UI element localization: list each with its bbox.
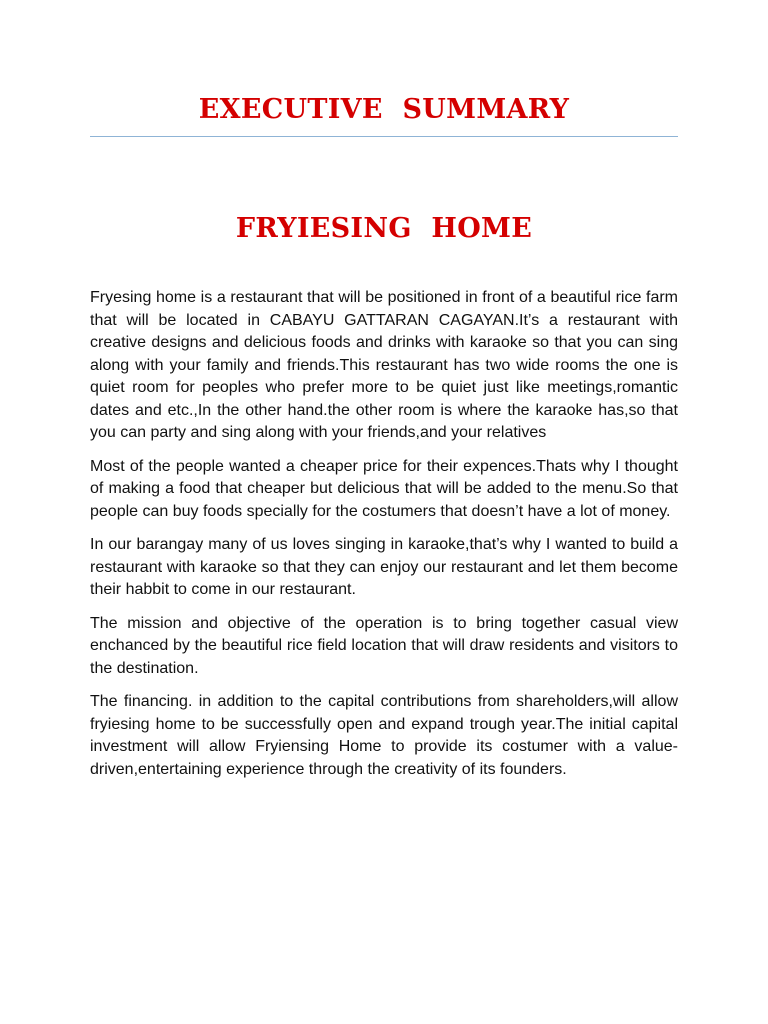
- document-title: EXECUTIVE SUMMARY: [198, 94, 570, 125]
- paragraph-mission: The mission and objective of the operation is to bring together casual view enchanced by the beautiful rice field location that will draw residents and visitors to the destination.: [90, 614, 678, 677]
- title-divider: [90, 136, 678, 137]
- document-subtitle: FRYIESING HOME: [235, 213, 533, 244]
- paragraph-financing: The financing. in addition to the capital contributions from shareholders,will allow fryiesing home to be successfully open and expand trough year.The initial capital investment will allow Fryiensing Home to provide its costumer with a value-driven,entertaining experience through the creativity of its founders.: [90, 693, 678, 778]
- paragraph-pricing: Most of the people wanted a cheaper price for their expences.Thats why I thought of making a food that cheaper but delicious that will be added to the menu.So that people can buy foods specially for the costumers that doesn’t have a lot of money.: [90, 457, 678, 520]
- document-body: [90, 287, 678, 792]
- paragraph-intro: Fryesing home is a restaurant that will be positioned in front of a beautiful rice farm that will be located in CABAYU GATTARAN CAGAYAN.It’s a restaurant with creative designs and delicious foods and drinks with karaoke so that you can sing along with your family and friends.This restaurant has two wide rooms the one is quiet room for peoples who prefer more to be quiet just like meetings,romantic dates and etc.,In the other hand.the other room is where the karaoke has,so that you can party and sing along with your friends,and your relatives: [90, 289, 678, 441]
- paragraph-karaoke: In our barangay many of us loves singing in karaoke,that’s why I wanted to build a restaurant with karaoke so that they can enjoy our restaurant and let them become their habbit to come in our restaurant.: [90, 536, 678, 598]
